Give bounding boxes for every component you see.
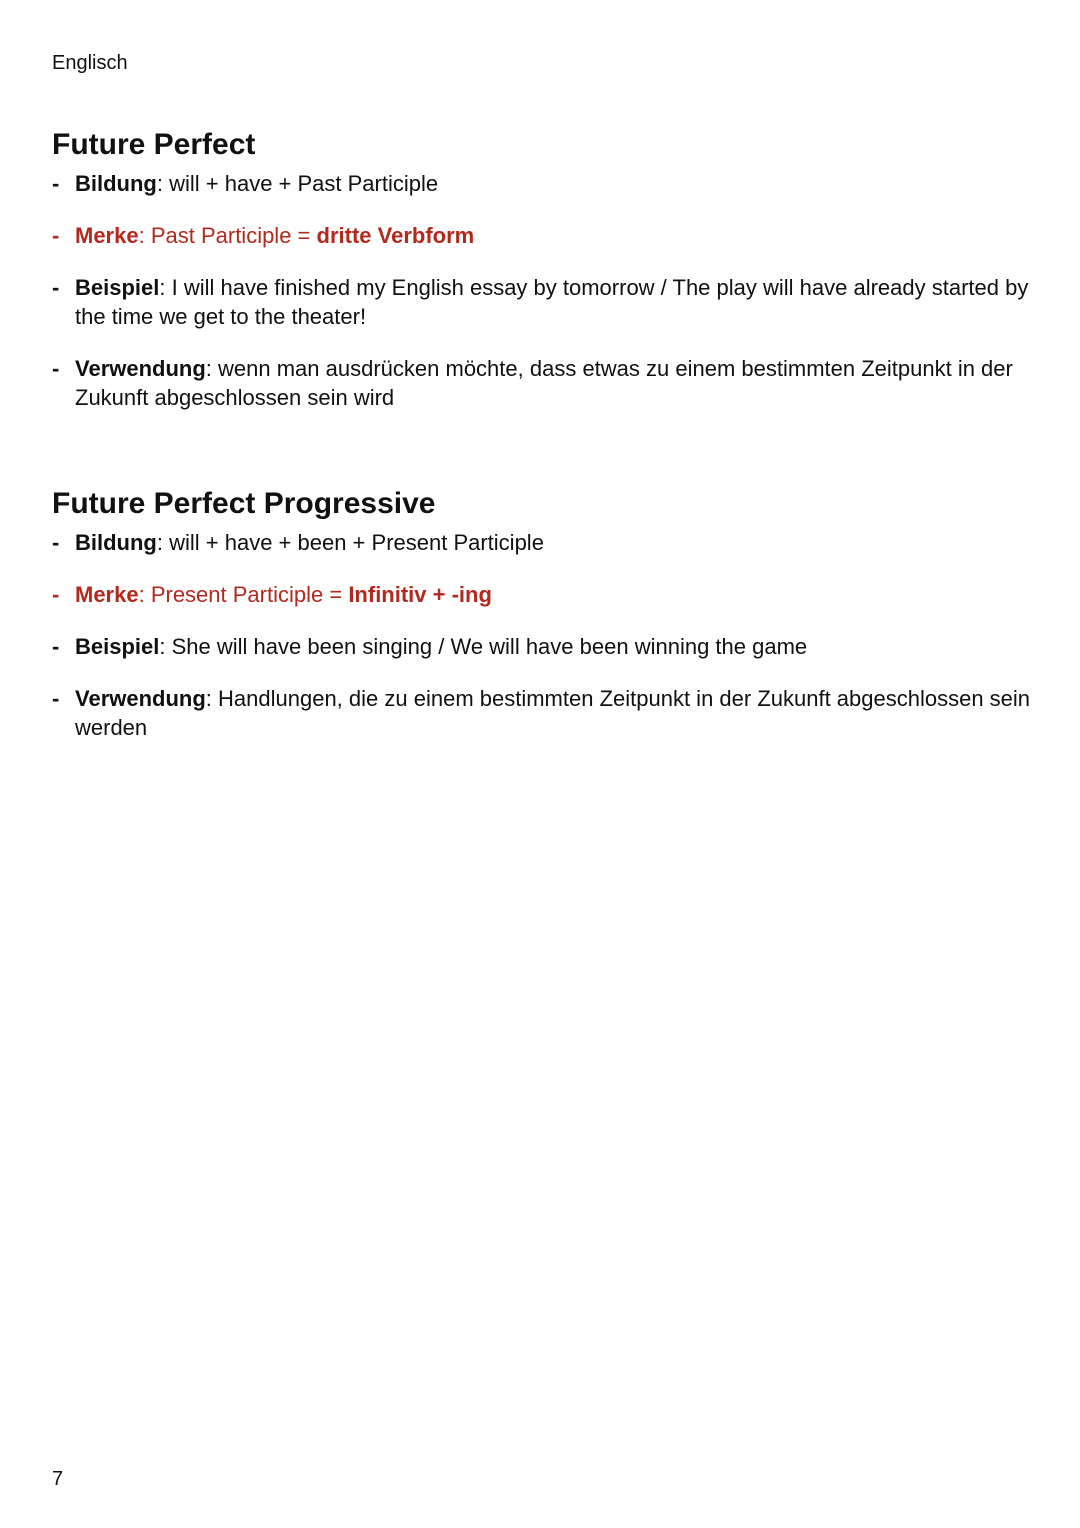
item-text: : Handlungen, die zu einem bestimmten Zeitpunkt in der Zukunft abgeschlossen sein werden bbox=[75, 686, 1031, 740]
section-title: Future Perfect bbox=[52, 128, 256, 161]
list-item-bildung bbox=[52, 528, 1042, 557]
item-label: Beispiel bbox=[75, 275, 160, 300]
item-emphasis: dritte Verbform bbox=[316, 223, 475, 248]
subject-header: Englisch bbox=[52, 52, 128, 74]
list-item-beispiel bbox=[52, 632, 1042, 661]
item-label: Bildung bbox=[75, 171, 157, 196]
section-title: Future Perfect Progressive bbox=[52, 487, 436, 520]
item-text: : She will have been singing / We will have been winning the game bbox=[159, 634, 808, 659]
list-item-merke bbox=[52, 580, 1042, 609]
item-text: : will + have + been + Present Participle bbox=[156, 530, 544, 555]
item-text: : will + have + Past Participle bbox=[156, 171, 439, 196]
item-label: Merke bbox=[75, 582, 139, 607]
rule-list bbox=[52, 528, 1042, 742]
item-label: Bildung bbox=[75, 530, 157, 555]
section-future-perfect bbox=[52, 127, 1042, 435]
list-item-verwendung bbox=[52, 354, 1042, 412]
bullet-dash: - bbox=[52, 634, 60, 659]
bullet-dash: - bbox=[52, 530, 60, 555]
bullet-dash: - bbox=[52, 582, 60, 607]
list-item-bildung bbox=[52, 169, 1042, 198]
list-item-verwendung bbox=[52, 684, 1042, 742]
bullet-dash: - bbox=[52, 275, 60, 300]
item-text: : Past Participle = bbox=[138, 223, 317, 248]
bullet-dash: - bbox=[52, 686, 60, 711]
item-text: : wenn man ausdrücken möchte, dass etwas zu einem bestimmten Zeitpunkt in der Zukunft abgeschlossen sein wird bbox=[75, 356, 1013, 410]
item-label: Beispiel bbox=[75, 634, 160, 659]
bullet-dash: - bbox=[52, 356, 60, 381]
bullet-dash: - bbox=[52, 171, 60, 196]
item-label: Verwendung bbox=[75, 356, 206, 381]
bullet-dash: - bbox=[52, 223, 60, 248]
item-emphasis: Infinitiv + -ing bbox=[348, 582, 492, 607]
item-text: : Present Participle = bbox=[138, 582, 349, 607]
list-item-merke bbox=[52, 221, 1042, 250]
item-label: Merke bbox=[75, 223, 139, 248]
item-text: : I will have finished my English essay by tomorrow / The play will have already started by the time we get to the theater! bbox=[75, 275, 1029, 329]
item-label: Verwendung bbox=[75, 686, 206, 711]
page-number: 7 bbox=[52, 1468, 64, 1490]
rule-list bbox=[52, 169, 1042, 412]
list-item-beispiel bbox=[52, 273, 1042, 331]
section-future-perfect-progressive bbox=[52, 486, 1042, 765]
